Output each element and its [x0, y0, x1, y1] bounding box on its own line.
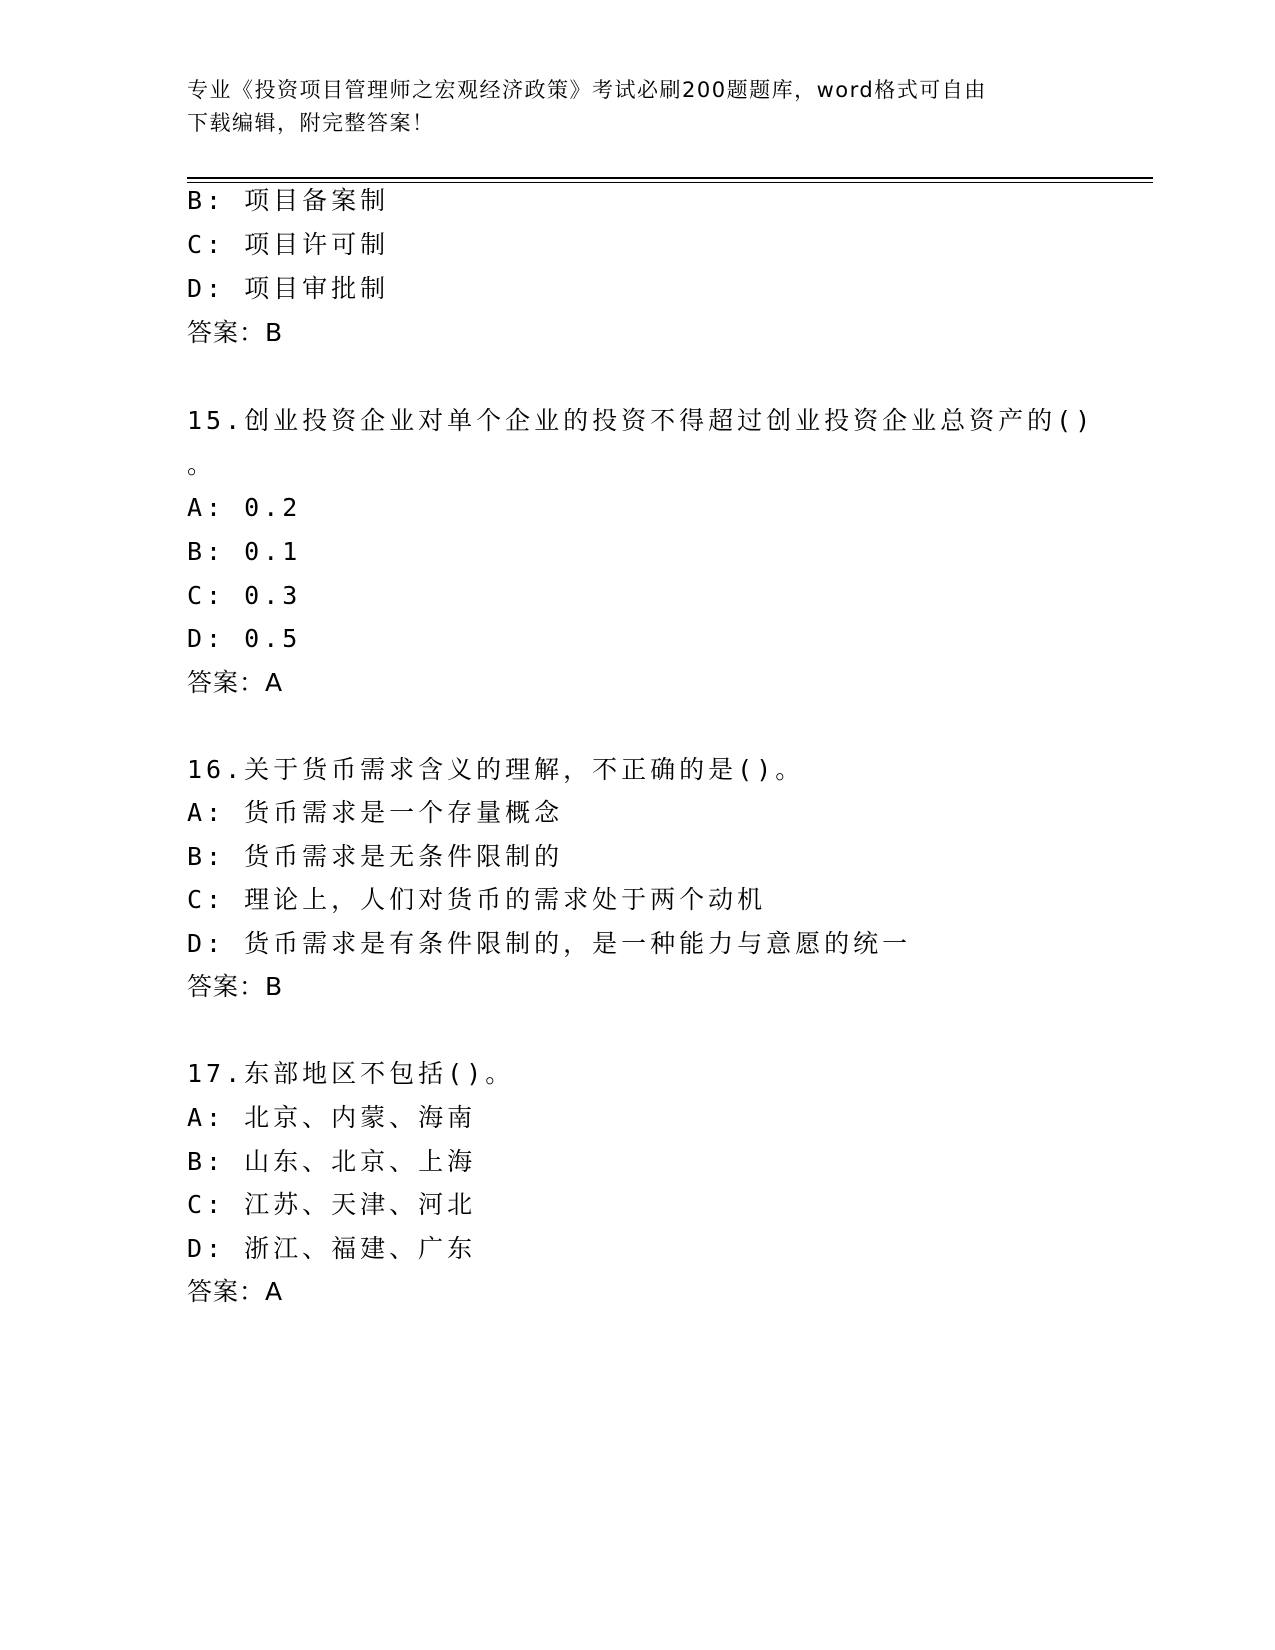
q16-stem: 16.关于货币需求含义的理解，不正确的是()。	[187, 755, 805, 784]
q17-option-a: A: 北京、内蒙、海南	[187, 1103, 477, 1132]
q15-option-c: C: 0.3	[187, 581, 302, 610]
header-line-2: 下载编辑，附完整答案！	[187, 111, 435, 135]
q14-answer: 答案：B	[187, 318, 284, 347]
q15-stem: 15.创业投资企业对单个企业的投资不得超过创业投资企业总资产的()	[187, 406, 1095, 435]
q15-answer: 答案：A	[187, 668, 284, 697]
q16-option-b: B: 货币需求是无条件限制的	[187, 842, 564, 871]
q15-option-a: A: 0.2	[187, 493, 302, 522]
q16-option-c: C: 理论上，人们对货币的需求处于两个动机	[187, 885, 767, 914]
q15-stem-continuation: 。	[187, 450, 217, 479]
document-header	[187, 74, 1087, 140]
q17-option-b: B: 山东、北京、上海	[187, 1147, 477, 1176]
q16-option-a: A: 货币需求是一个存量概念	[187, 798, 564, 827]
q14-option-b: B: 项目备案制	[187, 186, 390, 215]
q15-option-b: B: 0.1	[187, 537, 302, 566]
q17-option-d: D: 浙江、福建、广东	[187, 1234, 477, 1263]
q16-option-d: D: 货币需求是有条件限制的，是一种能力与意愿的统一	[187, 929, 912, 958]
q17-stem: 17.东部地区不包括()。	[187, 1059, 515, 1088]
q14-option-d: D: 项目审批制	[187, 274, 390, 303]
q17-option-c: C: 江苏、天津、河北	[187, 1190, 477, 1219]
header-line-1: 专业《投资项目管理师之宏观经济政策》考试必刷200题题库，word格式可自由	[187, 78, 987, 102]
q15-option-d: D: 0.5	[187, 624, 302, 653]
header-divider-thin	[187, 182, 1153, 183]
q17-answer: 答案：A	[187, 1277, 284, 1306]
q14-option-c: C: 项目许可制	[187, 230, 390, 259]
header-divider-thick	[187, 177, 1153, 179]
q16-answer: 答案：B	[187, 972, 284, 1001]
